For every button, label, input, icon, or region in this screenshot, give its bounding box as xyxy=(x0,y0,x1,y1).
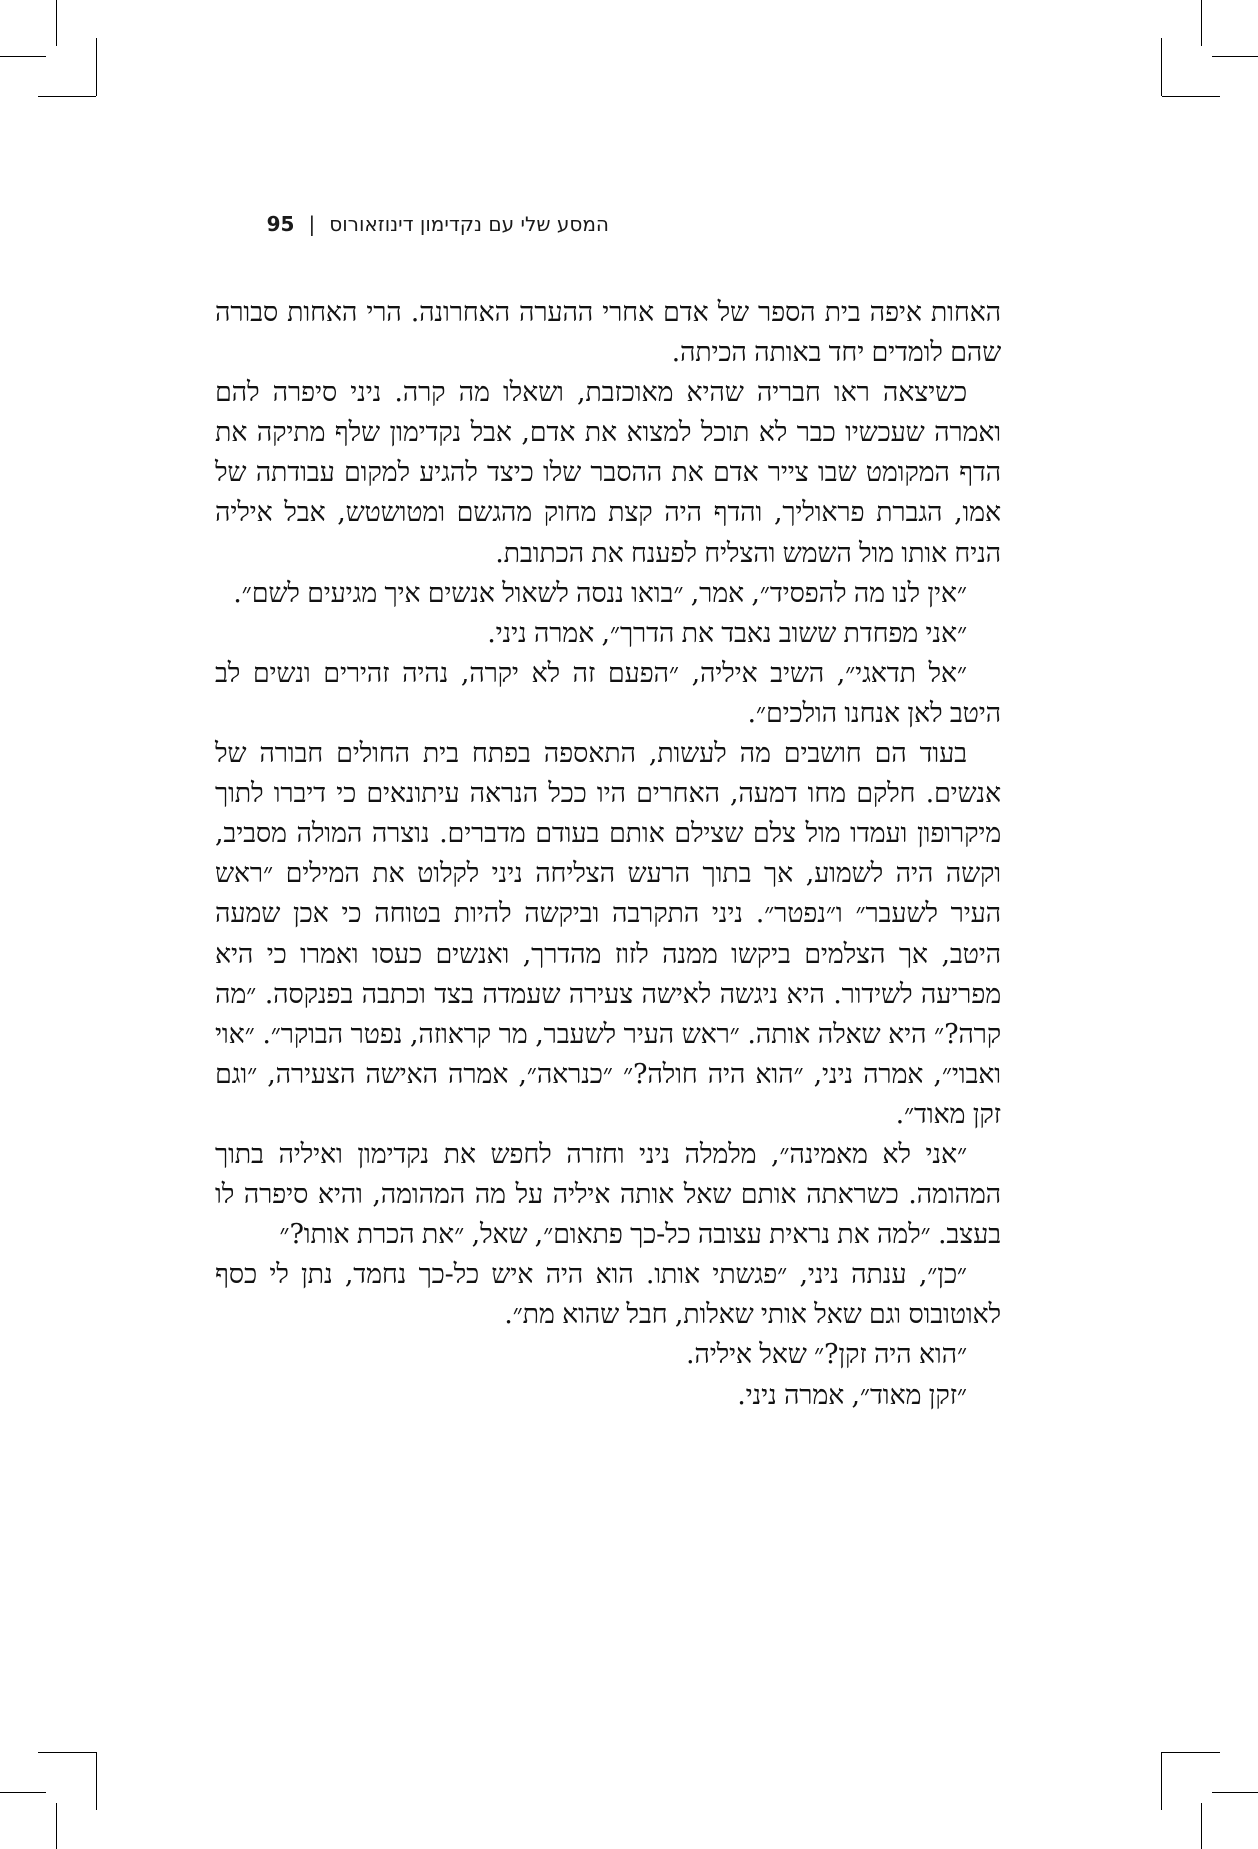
page-body xyxy=(215,293,1001,1416)
paragraph: בעוד הם חושבים מה לעשות, התאספה בפתח בית החולים חבורה של אנשים. חלקם מחו דמעה, האחרים היו ככל הנראה עיתונאים כי דיברו לתוך מיקרופון ועמדו מול צלם שצילם אותם בעודם מדברים. נוצרה המולה מסביב, וקשה היה לשמוע, אך בתוך הרעש הצליחה ניני לקלוט את המילים ״ראש העיר לשעבר״ ו״נפטר״. ניני התקרבה וביקשה להיות בטוחה כי אכן שמעה היטב, אך הצלמים ביקשו ממנה לזוז מהדרך, ואנשים כעסו ואמרו כי היא מפריעה לשידור. היא ניגשה לאישה צעירה שעמדה בצד וכתבה בפנקסה. ״מה קרה?״ היא שאלה אותה. ״ראש העיר לשעבר, מר קראוזה, נפטר הבוקר״. ״אוי ואבוי״, אמרה ניני, ״הוא היה חולה?״ ״כנראה״, אמרה האישה הצעירה, ״וגם זקן מאוד״. xyxy=(215,738,1001,1130)
paragraph: ״אין לנו מה להפסיד״, אמר, ״בואו ננסה לשאול אנשים איך מגיעים לשם״. xyxy=(233,577,967,609)
crop-mark xyxy=(56,0,57,46)
book-title: המסע שלי עם נקדימון דינוזאורוס xyxy=(329,212,609,236)
crop-mark xyxy=(56,1803,57,1849)
paragraph: ״זקן מאוד״, אמרה ניני. xyxy=(737,1379,967,1411)
paragraph: ״אני לא מאמינה״, מלמלה ניני וחזרה לחפש את נקדימון ואיליה בתוך המהומה. כשראתה אותם שאל אותה איליה על מה המהומה, והיא סיפרה לו בעצב. ״למה את נראית עצובה כל-כך פתאום״, שאל, ״את הכרת אותו?״ xyxy=(215,1138,1001,1251)
running-header xyxy=(215,206,609,242)
crop-mark xyxy=(1162,1752,1220,1753)
paragraph: כשיצאה ראו חבריה שהיא מאוכזבת, ושאלו מה קרה. ניני סיפרה להם ואמרה שעכשיו כבר לא תוכל למצוא את אדם, אבל נקדימון שלף מתיקה את הדף המקומט שבו צייר אדם את ההסבר שלו כיצד להגיע למקום עבודתה של אמו, הגברת פראוליך, והדף היה קצת מחוק מהגשם ומטושטש, אבל איליה הניח אותו מול השמש והצליח לפענח את הכתובת. xyxy=(215,377,1001,569)
crop-mark xyxy=(96,38,97,96)
paragraph: האחות איפה בית הספר של אדם אחרי ההערה האחרונה. הרי האחות סבורה שהם לומדים יחד באותה הכיתה. xyxy=(215,297,1001,369)
crop-mark xyxy=(1161,1752,1162,1810)
crop-mark xyxy=(0,56,46,57)
page-number: 95 xyxy=(266,212,295,236)
paragraph: ״אני מפחדת ששוב נאבד את הדרך״, אמרה ניני. xyxy=(487,617,967,649)
header-separator: | xyxy=(308,212,316,236)
crop-mark xyxy=(1212,1792,1258,1793)
crop-mark xyxy=(1201,1803,1202,1849)
paragraph: ״הוא היה זקן?״ שאל איליה. xyxy=(685,1339,967,1371)
crop-mark xyxy=(1212,56,1258,57)
crop-mark xyxy=(0,1792,46,1793)
paragraph: ״אל תדאגי״, השיב איליה, ״הפעם זה לא יקרה, נהיה זהירים ונשים לב היטב לאן אנחנו הולכים״. xyxy=(215,657,1001,729)
crop-mark xyxy=(38,96,96,97)
crop-mark xyxy=(38,1752,96,1753)
crop-mark xyxy=(1201,0,1202,46)
crop-mark xyxy=(1161,38,1162,96)
crop-mark xyxy=(1162,96,1220,97)
paragraph: ״כן״, ענתה ניני, ״פגשתי אותו. הוא היה איש כל-כך נחמד, נתן לי כסף לאוטובוס וגם שאל אותי שאלות, חבל שהוא מת״. xyxy=(215,1259,1001,1331)
crop-mark xyxy=(96,1752,97,1810)
